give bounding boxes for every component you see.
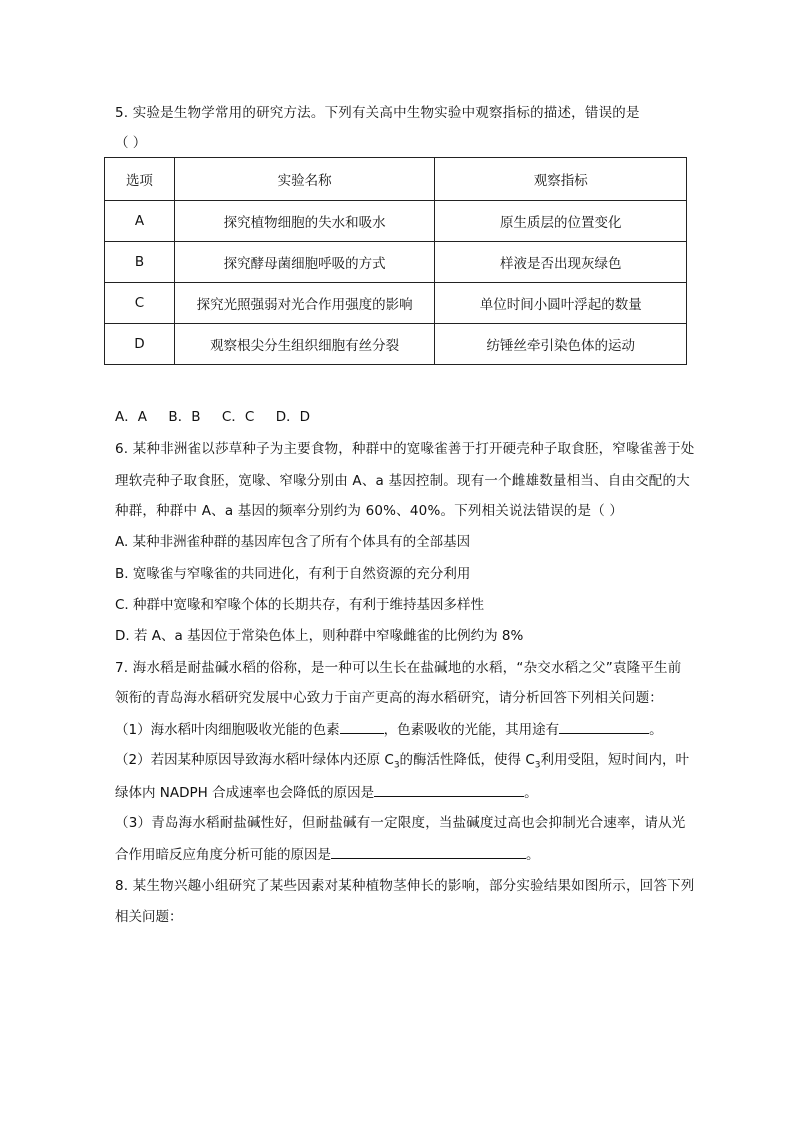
answer-blank[interactable] (559, 719, 649, 734)
table-row (105, 283, 687, 324)
table-header-row (105, 158, 687, 201)
q6-stem-line-3: 种群，种群中 A、a 基因的频率分别约为 60%、40%。下列相关说法错误的是（ ） (115, 503, 624, 519)
q7-part-2-sub-1: 3 (393, 760, 400, 771)
q7-stem-line-2: 领衔的青岛海水稻研究发展中心致力于亩产更高的海水稻研究，请分析回答下列相关问题： (115, 690, 663, 706)
q6-option-c: C. 种群中宽喙和窄喙个体的长期共存，有利于维持基因多样性 (115, 597, 485, 613)
q7-part-2-text-a: （2）若因某种原因导致海水稻叶绿体内还原 C (115, 752, 394, 768)
q7-part-2-text-b: 的酶活性降低，使得 C (399, 752, 535, 768)
table-row (105, 242, 687, 283)
q7-part-2-line-2 (115, 782, 538, 803)
row-observation: 单位时间小圆叶浮起的数量 (435, 283, 687, 324)
q7-part-1-text-b: ，色素吸收的光能，其用途有 (383, 722, 560, 738)
q7-part-2-end: 。 (524, 785, 538, 801)
row-experiment: 观察根尖分生组织细胞有丝分裂 (174, 324, 435, 365)
q5-stem: 5. 实验是生物学常用的研究方法。下列有关高中生物实验中观察指标的描述，错误的是 (115, 105, 640, 121)
header-option: 选项 (105, 158, 175, 201)
q5-options: A．A B．B C．C D．D (115, 409, 311, 425)
row-observation: 原生质层的位置变化 (435, 201, 687, 242)
row-experiment: 探究植物细胞的失水和吸水 (174, 201, 435, 242)
header-observation-index: 观察指标 (435, 158, 687, 201)
q7-stem-line-1: 7. 海水稻是耐盐碱水稻的俗称，是一种可以生长在盐碱地的水稻，“杂交水稻之父”袁隆平生前 (115, 660, 682, 676)
row-observation: 纺锤丝牵引染色体的运动 (435, 324, 687, 365)
q7-part-3-line-1: （3）青岛海水稻耐盐碱性好，但耐盐碱有一定限度，当盐碱度过高也会抑制光合速率，请从光 (115, 815, 686, 831)
q6-option-d: D. 若 A、a 基因位于常染色体上，则种群中窄喙雌雀的比例约为 8% (115, 628, 524, 644)
q7-part-3-text: 合作用暗反应角度分析可能的原因是 (115, 847, 331, 863)
q7-part-2-sub-2: 3 (534, 760, 541, 771)
row-option: B (105, 242, 175, 283)
table-row (105, 324, 687, 365)
answer-blank[interactable] (331, 844, 526, 859)
q5-answer-paren: （ ） (115, 135, 147, 151)
row-option: A (105, 201, 175, 242)
q7-part-1-text-a: （1）海水稻叶肉细胞吸收光能的色素 (115, 722, 340, 738)
table-row (105, 201, 687, 242)
row-observation: 样液是否出现灰绿色 (435, 242, 687, 283)
q5-table (104, 157, 687, 365)
q7-part-3-line-2 (115, 844, 540, 865)
row-experiment: 探究酵母菌细胞呼吸的方式 (174, 242, 435, 283)
row-option: D (105, 324, 175, 365)
row-experiment: 探究光照强弱对光合作用强度的影响 (174, 283, 435, 324)
q8-stem-line-1: 8. 某生物兴趣小组研究了某些因素对某种植物茎伸长的影响，部分实验结果如图所示，回答下列 (115, 878, 695, 894)
q8-stem-line-2: 相关问题： (115, 909, 183, 925)
q7-part-2-text-c: 利用受阻，短时间内，叶 (540, 752, 689, 768)
q6-option-b: B. 宽喙雀与窄喙雀的共同进化，有利于自然资源的充分利用 (115, 566, 471, 582)
q6-stem-line-2: 理软壳种子取食胚，宽喙、窄喙分别由 A、a 基因控制。现有一个雌雄数量相当、自由交配的大 (115, 473, 690, 489)
q7-part-3-end: 。 (526, 847, 540, 863)
q7-part-1-end: 。 (649, 722, 663, 738)
answer-blank[interactable] (340, 719, 384, 734)
q7-part-1 (115, 719, 663, 740)
q7-part-2-text-d: 绿体内 NADPH 合成速率也会降低的原因是 (115, 785, 375, 801)
row-option: C (105, 283, 175, 324)
q6-stem-line-1: 6. 某种非洲雀以莎草种子为主要食物，种群中的宽喙雀善于打开硬壳种子取食胚，窄喙雀善于处 (115, 441, 695, 457)
q7-part-2 (115, 750, 689, 776)
answer-blank[interactable] (374, 782, 524, 797)
header-experiment-name: 实验名称 (174, 158, 435, 201)
q6-option-a: A. 某种非洲雀种群的基因库包含了所有个体具有的全部基因 (115, 534, 471, 550)
